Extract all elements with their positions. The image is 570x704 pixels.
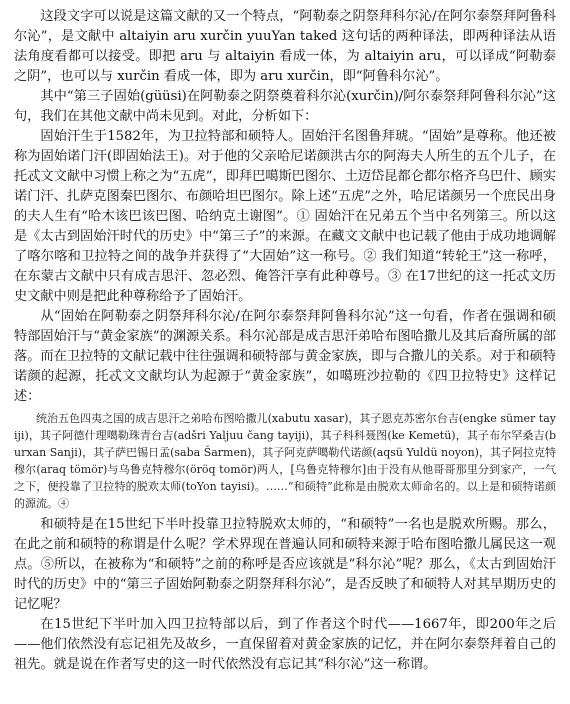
paragraph-1: 这段文字可以说是这篇文献的又一个特点，“阿勒泰之阴祭拜科尔沁/在阿尔泰祭拜阿鲁科尔沁”，是文献中 altaiyin aru xurčin yuuYan taked 这句话的两种译法，即两种译法从语法角度看都可以接受。即把 aru 与 altaiyin 看成一体，为 altaiyin aru，可以译成“阿勒泰之阴”，也可以与 xurčin 看成一体，即为 aru xurčin，即“阿鲁科尔沁”。 (14, 9, 556, 84)
paragraph-5: 和硕特是在15世纪下半叶投靠卫拉特脱欢太师的，“和硕特”一名也是脱欢所赐。那么，在此之前和硕特的称谓是什么呢？学术界现在普遍认同和硕特来源于哈布图哈撒儿属民这一观点。⑤所以，在被称为“和硕特”之前的称呼是否应该就是“科尔沁”呢？那么，《太古到固始汗时代的历史》中的“第三子固始阿勒泰之阴祭拜科尔沁”，是否反映了和硕特人对其早期历史的记忆呢？ (14, 517, 556, 612)
block-quote: 统治五色四夷之国的成吉思汗之弟哈布图哈撒儿(xabutu xasar)，其子恩克苏密尔台吉(engke sümer tayiji)，其子阿德什理噶勒珠青台吉(adšri Yaljuu čang tayiji)，其子科科聂图(ke Kemetü)，其子布尔罕桑吉(burxan Sanji)，其子萨巴锡日孟(saba Šarmen)，其子阿克萨噶勒代诺颜(aqsü Yuldü noyon)，其子阿拉克特穆尔(araq tömör)与乌鲁克特穆尔(öröq tomör)两人，[乌鲁克特穆尔]由于没有从他哥哥那里分到家产，一气之下，便投靠了卫拉特的脱欢太师(toYon tayisi)。……“和硕特”此称是由脱欢太师命名的。以上是和硕特诺颜的源流。④ (14, 412, 556, 510)
paragraph-4: 从“固始在阿勒泰之阴祭拜科尔沁/在阿尔泰祭拜阿鲁科尔沁”这一句看，作者在强调和硕特部固始汗与“黄金家族”的渊源关系。科尔沁部是成吉思汗弟哈布图哈撒儿及其后裔所属的部落。而在卫拉特的文献记载中往往强调和硕特部与黄金家族，即与合撒儿的关系。对于和硕特诺颜的起源，托忒文文献均认为起源于“黄金家族”，如噶班沙拉勒的《四卫拉特史》这样记述： (14, 309, 556, 404)
paragraph-2: 其中“第三子固始(güüsi)在阿勒泰之阴祭奠着科尔沁(xurčin)/阿尔泰祭拜阿鲁科尔沁”这句，我们在其他文献中尚未见到。对此，分析如下： (14, 89, 556, 124)
paragraph-3: 固始汗生于1582年，为卫拉特部和硕特人。固始汗名图鲁拜琥。“固始”是尊称。他还被称为固始诺门汗(即固始法王)。对于他的父亲哈尼诺颜洪古尔的阿海夫人所生的五个儿子，在托忒文文献中习惯上称之为“五虎”，即拜巴噶斯巴图尔、土迈岱昆都仑都尔格齐乌巴什、顾实诺门汗、扎萨克图秦巴图尔、布颜哈坦巴图尔。除上述“五虎”之外，哈尼诺颜另一个庶民出身的夫人生有“哈木该巴该巴图、哈纳克土谢图”。① 固始汗在兄弟五个当中名列第三。所以这是《太古到固始汗时代的历史》中“第三子”的来源。在藏文文献中也记载了他由于成功地调解了喀尔喀和卫拉特之间的战争并获得了“大固始”这一称号。② 我们知道“转轮王”这一称呼，在东蒙古文献中只有成吉思汗、忽必烈、俺答汗享有此种尊号。③ 在17世纪的这一托忒文历史文献中则是把此种尊称给予了固始汗。 (14, 129, 556, 304)
paragraph-6: 在15世纪下半叶加入四卫拉特部以后，到了作者这个时代——1667年，即200年之后——他们依然没有忘记祖先及故乡，一直保留着对黄金家族的记忆，并在阿尔泰祭拜着自己的祖先。就是说在作者写史的这一时代依然没有忘记其“科尔沁”这一称谓。 (14, 617, 556, 672)
